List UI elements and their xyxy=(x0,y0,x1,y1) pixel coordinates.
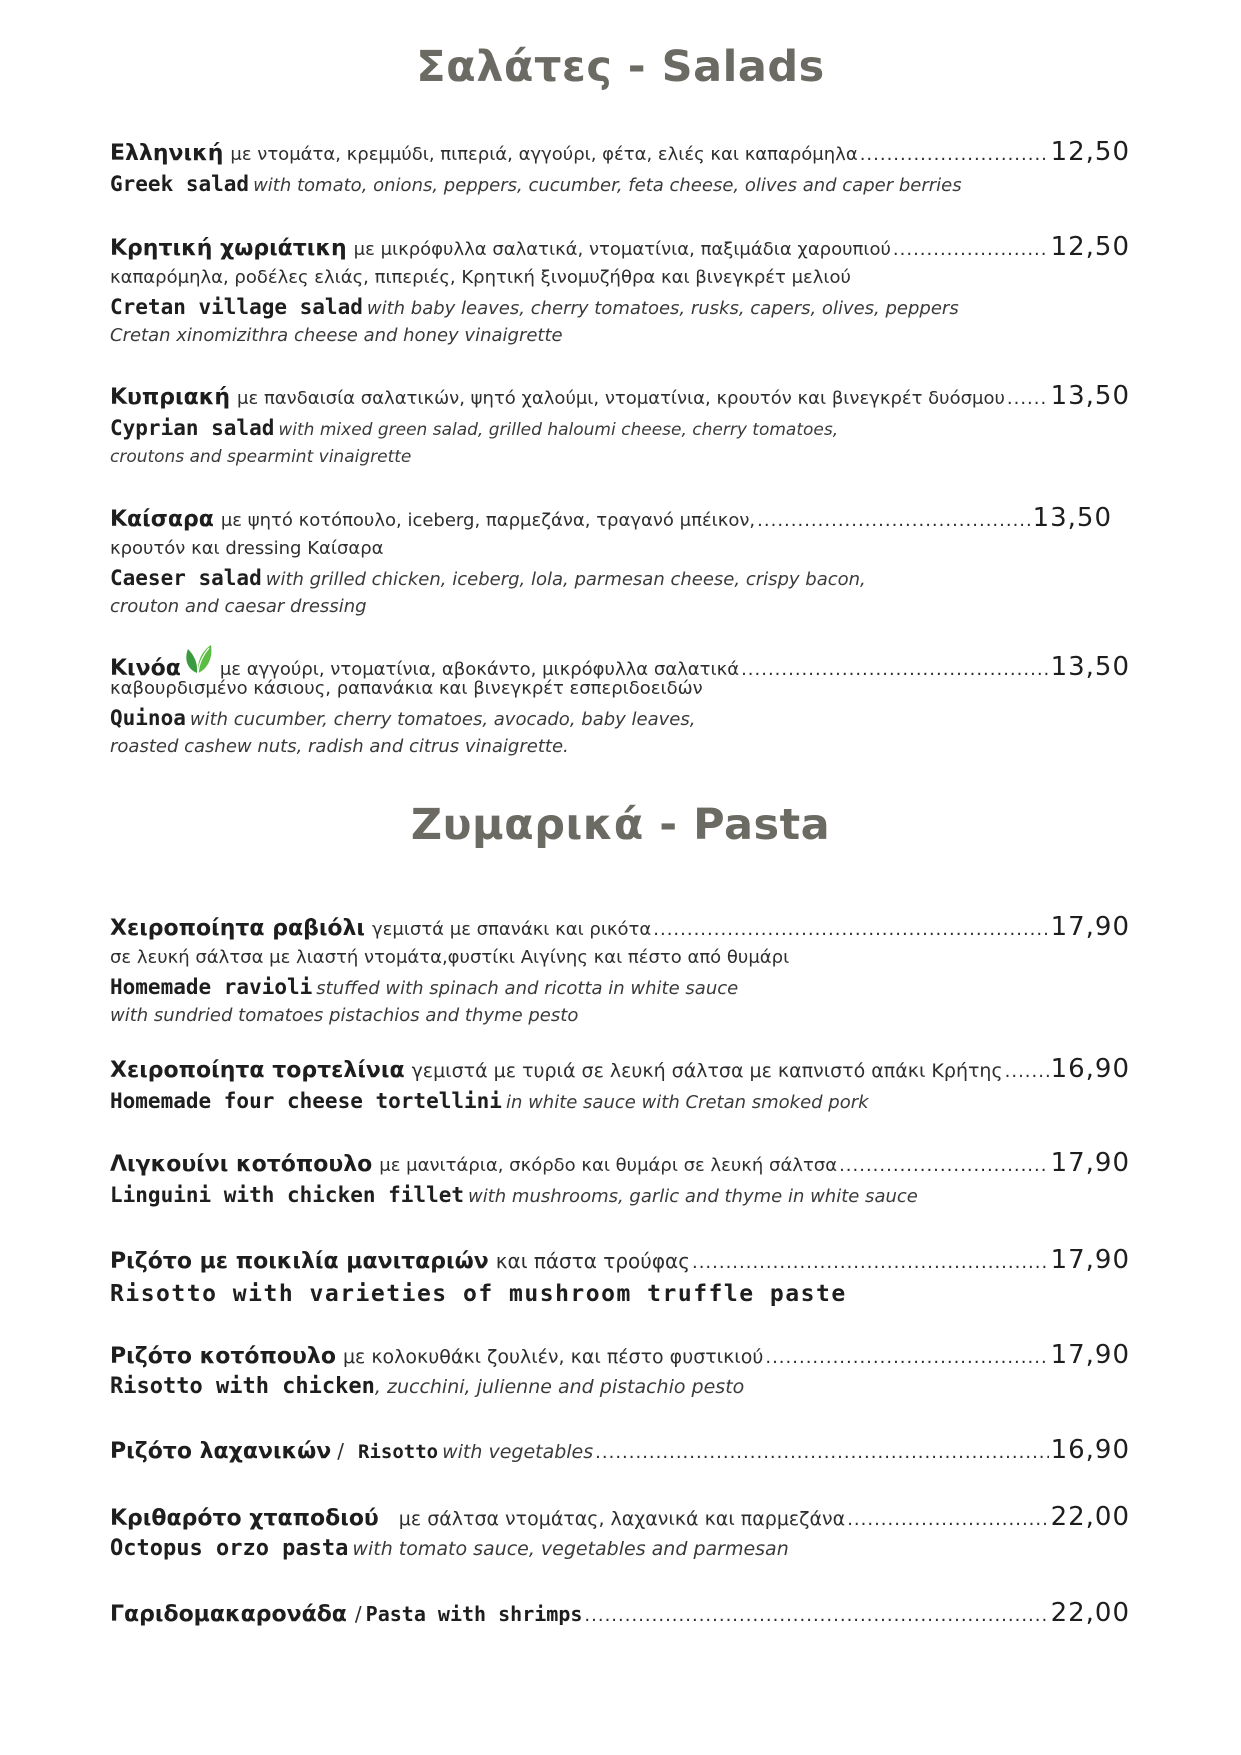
item-price: 22,00 xyxy=(1050,1598,1130,1628)
item-english-name: Caeser salad xyxy=(110,566,262,590)
item-greek-name: Ριζότο με ποικιλία μανιταριών xyxy=(110,1249,489,1274)
item-price: 16,90 xyxy=(1050,1054,1130,1084)
dot-leader xyxy=(595,1442,1048,1463)
item-greek-name: Χειροποίητα τορτελίνια xyxy=(110,1058,405,1083)
item-greek-description: με κολοκυθάκι ζουλιέν, και πέστο φυστικιού xyxy=(342,1346,764,1368)
item-greek-name: Ριζότο λαχανικών xyxy=(110,1439,332,1464)
item-english-description: with cucumber, cherry tomatoes, avocado, baby leaves, xyxy=(189,709,696,730)
menu-item-octopus-orzo xyxy=(110,1502,1130,1564)
item-greek-name: Λιγκουίνι κοτόπουλο xyxy=(110,1152,373,1177)
dot-leader xyxy=(584,1605,1048,1626)
menu-item-pasta-shrimps xyxy=(110,1598,1130,1630)
item-greek-name: Χειροποίητα ραβιόλι xyxy=(110,916,365,941)
menu-item-risotto-vegetables xyxy=(110,1435,1130,1467)
item-price: 22,00 xyxy=(1050,1502,1130,1532)
menu-item-greek-salad xyxy=(110,137,1130,199)
dot-leader xyxy=(893,239,1049,260)
item-english-description: with grilled chicken, iceberg, lola, parmesan cheese, crispy bacon, xyxy=(265,569,866,590)
item-price: 12,50 xyxy=(1050,232,1130,262)
item-greek-description: με πανδαισία σαλατικών, ψητό χαλούμι, ντοματίνια, κρουτόν και βινεγκρέτ δυόσμου xyxy=(237,388,1005,409)
menu-item-homemade-tortellini xyxy=(110,1054,1130,1116)
item-english-name: Linguini with chicken fillet xyxy=(110,1183,465,1207)
item-english-name: Greek salad xyxy=(110,172,250,196)
item-price: 12,50 xyxy=(1050,137,1130,167)
salads-section-title: Σαλάτες - Salads xyxy=(416,42,825,92)
item-english-description: with tomato, onions, peppers, cucumber, feta cheese, olives and caper berries xyxy=(253,175,962,196)
item-english-description: in white sauce with Cretan smoked pork xyxy=(505,1092,869,1113)
item-price: 13,50 xyxy=(1032,503,1112,533)
dot-leader xyxy=(860,144,1049,165)
menu-item-cyprian-salad xyxy=(110,381,1130,471)
dot-leader xyxy=(692,1252,1049,1273)
item-separator: / xyxy=(337,1439,345,1463)
item-price: 13,50 xyxy=(1050,652,1130,682)
item-english-name: Homemade ravioli xyxy=(110,975,313,999)
menu-item-linguini-chicken xyxy=(110,1148,1130,1210)
item-greek-name: Γαριδομακαρονάδα xyxy=(110,1602,347,1627)
item-english-description-continued: Cretan xinomizithra cheese and honey vinaigrette xyxy=(110,325,563,346)
item-greek-description-continued: σε λευκή σάλτσα με λιαστή ντομάτα,φυστίκι Αιγίνης και πέστο από θυμάρι xyxy=(110,947,790,968)
pasta-section-title: Ζυμαρικά - Pasta xyxy=(410,800,831,850)
item-greek-description-continued: καπαρόμηλα, ροδέλες ελιάς, πιπεριές, Κρητική ξινομυζήθρα και βινεγκρέτ μελιού xyxy=(110,267,851,288)
dot-leader xyxy=(757,510,1030,531)
item-greek-description: και πάστα τρούφας xyxy=(495,1249,690,1273)
item-english-name: Risotto with chicken xyxy=(110,1374,375,1399)
item-price: 17,90 xyxy=(1050,1340,1130,1370)
dot-leader xyxy=(839,1155,1048,1176)
dot-leader xyxy=(1007,388,1049,409)
item-english-description: with baby leaves, cherry tomatoes, rusks, capers, olives, peppers xyxy=(366,298,959,319)
item-greek-description-continued: καβουρδισμένο κάσιους, ραπανάκια και βινεγκρέτ εσπεριδοειδών xyxy=(110,678,703,699)
vegan-leaf-icon xyxy=(183,643,213,675)
item-price: 17,90 xyxy=(1050,1148,1130,1178)
item-price: 13,50 xyxy=(1050,381,1130,411)
item-separator: / xyxy=(354,1602,362,1626)
item-greek-name: Ελληνική xyxy=(110,141,224,166)
item-english-name: Pasta with shrimps xyxy=(365,1602,583,1626)
item-greek-description: με μανιτάρια, σκόρδο και θυμάρι σε λευκή σάλτσα xyxy=(379,1155,838,1176)
item-greek-description: με μικρόφυλλα σαλατικά, ντοματίνια, παξιμάδια χαρουπιού xyxy=(353,239,891,260)
item-greek-description-continued: κρουτόν και dressing Καίσαρα xyxy=(110,538,384,559)
dot-leader xyxy=(1005,1061,1049,1082)
item-greek-description: με ψητό κοτόπουλο, iceberg, παρμεζάνα, τραγανό μπέικον, xyxy=(220,510,756,531)
menu-item-homemade-ravioli xyxy=(110,912,1130,1030)
item-english-name: Octopus orzo pasta xyxy=(110,1536,349,1561)
item-greek-name: Κρητική χωριάτικη xyxy=(110,236,347,261)
menu-item-risotto-chicken xyxy=(110,1340,1130,1402)
item-english-description: stuffed with spinach and ricotta in white sauce xyxy=(316,978,739,999)
item-price: 17,90 xyxy=(1050,912,1130,942)
item-english-description-continued: roasted cashew nuts, radish and citrus vinaigrette. xyxy=(110,736,569,757)
dot-leader xyxy=(653,919,1048,940)
item-price: 16,90 xyxy=(1050,1435,1130,1465)
menu-item-caesar-salad xyxy=(110,503,1130,621)
item-greek-name: Ριζότο κοτόπουλο xyxy=(110,1344,336,1369)
menu-item-quinoa xyxy=(110,643,1130,761)
item-greek-description: γεμιστά με τυριά σε λευκή σάλτσα με καπνιστό απάκι Κρήτης xyxy=(411,1060,1003,1082)
item-greek-description: με σάλτσα ντομάτας, λαχανικά και παρμεζάνα xyxy=(398,1508,846,1530)
item-english-description-continued: with sundried tomatoes pistachios and thyme pesto xyxy=(110,1005,579,1026)
item-greek-name: Κυπριακή xyxy=(110,385,231,410)
item-english-description: with tomato sauce, vegetables and parmesan xyxy=(352,1538,789,1560)
item-english-name: Risotto xyxy=(358,1441,439,1463)
item-price: 17,90 xyxy=(1050,1245,1130,1275)
menu-item-risotto-mushroom xyxy=(110,1245,1130,1311)
item-greek-description: με αγγούρι, ντοματίνια, αβοκάντο, μικρόφυλλα σαλατικά xyxy=(219,659,740,680)
item-english-name: Cyprian salad xyxy=(110,416,275,440)
item-english-description: with mushrooms, garlic and thyme in white sauce xyxy=(468,1186,918,1207)
item-english-description: with mixed green salad, grilled haloumi cheese, cherry tomatoes, xyxy=(278,420,839,440)
item-english-description: , zucchini, julienne and pistachio pesto xyxy=(374,1376,745,1398)
item-english-description-continued: croutons and spearmint vinaigrette xyxy=(110,447,412,467)
item-greek-name: Κριθαρότο χταποδιού xyxy=(110,1506,379,1531)
item-english-name: Quinoa xyxy=(110,706,186,730)
item-english-description: with vegetables xyxy=(442,1441,594,1463)
dot-leader xyxy=(741,659,1049,680)
dot-leader xyxy=(847,1509,1048,1530)
item-english-description-continued: crouton and caesar dressing xyxy=(110,596,367,617)
item-greek-name: Κινόα xyxy=(110,656,181,681)
dot-leader xyxy=(765,1347,1048,1368)
item-english-name: Risotto with varieties of mushroom truffle paste xyxy=(110,1281,847,1307)
item-greek-description: με ντομάτα, κρεμμύδι, πιπεριά, αγγούρι, φέτα, ελιές και καπαρόμηλα xyxy=(230,144,858,165)
item-english-name: Cretan village salad xyxy=(110,295,363,319)
item-greek-name: Καίσαρα xyxy=(110,507,214,532)
item-english-name: Homemade four cheese tortellini xyxy=(110,1089,502,1113)
menu-item-cretan-village-salad xyxy=(110,232,1130,350)
item-greek-description: γεμιστά με σπανάκι και ρικότα xyxy=(372,919,652,940)
